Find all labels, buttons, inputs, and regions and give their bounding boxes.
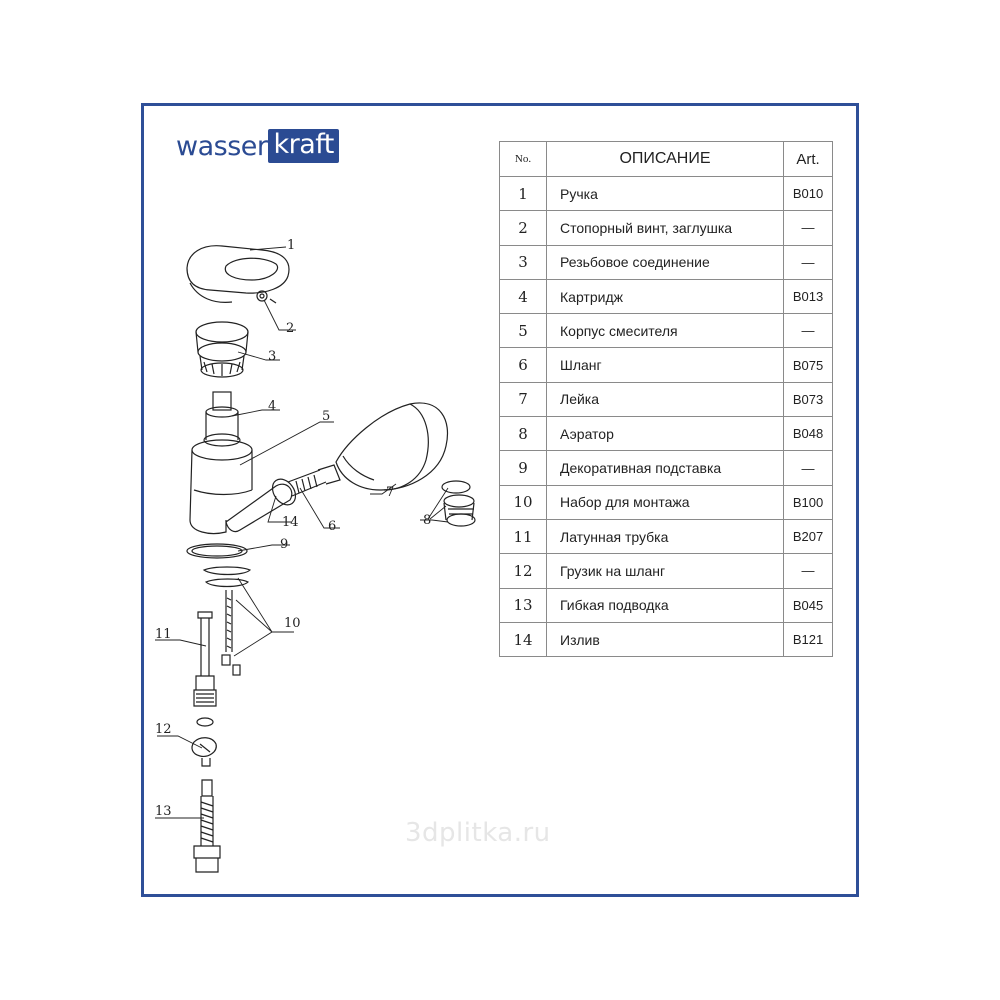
- callout-6: 6: [328, 519, 337, 534]
- cell-art: B048: [784, 417, 833, 451]
- cell-no: 14: [500, 622, 547, 656]
- table-row: [500, 177, 833, 211]
- cell-no: 5: [500, 314, 547, 348]
- callout-4: 4: [268, 399, 277, 414]
- parts-table-header: [500, 142, 833, 177]
- cell-description: Декоративная подставка: [547, 451, 784, 485]
- cell-art: B100: [784, 485, 833, 519]
- cell-art: —: [784, 245, 833, 279]
- table-row: [500, 245, 833, 279]
- part-handle: [187, 246, 289, 303]
- part-hose: [288, 465, 340, 496]
- cell-no: 8: [500, 417, 547, 451]
- cell-description: Излив: [547, 622, 784, 656]
- cell-description: Гибкая подводка: [547, 588, 784, 622]
- callout-11: 11: [155, 627, 172, 642]
- cell-no: 2: [500, 211, 547, 245]
- leader-lines: [155, 247, 448, 818]
- cell-no: 10: [500, 485, 547, 519]
- header-description: ОПИСАНИЕ: [547, 142, 784, 177]
- brand-logo-part2: kraft: [268, 129, 338, 163]
- cell-art: —: [784, 451, 833, 485]
- cell-art: B045: [784, 588, 833, 622]
- part-mounting-kit: [204, 567, 250, 675]
- cell-description: Ручка: [547, 177, 784, 211]
- cell-art: B075: [784, 348, 833, 382]
- callout-12: 12: [155, 722, 172, 737]
- callout-13: 13: [155, 804, 172, 819]
- part-aerator: [442, 481, 475, 526]
- cell-no: 3: [500, 245, 547, 279]
- table-row: [500, 554, 833, 588]
- cell-description: Латунная трубка: [547, 519, 784, 553]
- part-cartridge: [204, 392, 240, 446]
- callout-10: 10: [284, 616, 301, 631]
- part-flexible-hose: [194, 780, 220, 872]
- cell-no: 9: [500, 451, 547, 485]
- cell-no: 4: [500, 279, 547, 313]
- cell-no: 6: [500, 348, 547, 382]
- exploded-diagram: [145, 200, 505, 880]
- cell-no: 7: [500, 382, 547, 416]
- cell-description: Стопорный винт, заглушка: [547, 211, 784, 245]
- cell-art: —: [784, 314, 833, 348]
- table-row: [500, 485, 833, 519]
- cell-description: Аэратор: [547, 417, 784, 451]
- cell-description: Резьбовое соединение: [547, 245, 784, 279]
- table-row: [500, 451, 833, 485]
- cell-art: B013: [784, 279, 833, 313]
- table-row: [500, 348, 833, 382]
- cell-no: 11: [500, 519, 547, 553]
- cell-description: Картридж: [547, 279, 784, 313]
- callout-7: 7: [386, 485, 395, 500]
- cell-description: Корпус смесителя: [547, 314, 784, 348]
- part-spray-head: [336, 403, 448, 490]
- header-art: Art.: [784, 142, 833, 177]
- table-row: [500, 622, 833, 656]
- table-row: [500, 519, 833, 553]
- table-row: [500, 211, 833, 245]
- callout-3: 3: [268, 349, 277, 364]
- brand-logo-part1: wasser: [176, 130, 268, 162]
- table-row: [500, 588, 833, 622]
- brand-logo: [176, 128, 339, 164]
- part-threaded-connection: [196, 322, 248, 377]
- cell-description: Лейка: [547, 382, 784, 416]
- callout-14: 14: [282, 515, 299, 530]
- callout-1: 1: [287, 238, 296, 253]
- table-row: [500, 417, 833, 451]
- cell-no: 12: [500, 554, 547, 588]
- table-row: [500, 314, 833, 348]
- cell-art: B121: [784, 622, 833, 656]
- cell-art: —: [784, 554, 833, 588]
- table-row: [500, 279, 833, 313]
- parts-table-body: [500, 177, 833, 657]
- cell-no: 13: [500, 588, 547, 622]
- cell-no: 1: [500, 177, 547, 211]
- callout-5: 5: [322, 409, 331, 424]
- header-no: No.: [500, 142, 547, 177]
- callout-8: 8: [423, 513, 432, 528]
- cell-description: Грузик на шланг: [547, 554, 784, 588]
- part-brass-tube: [194, 612, 216, 726]
- callout-2: 2: [286, 321, 295, 336]
- cell-art: B073: [784, 382, 833, 416]
- cell-description: Шланг: [547, 348, 784, 382]
- callout-9: 9: [280, 537, 289, 552]
- cell-art: B010: [784, 177, 833, 211]
- cell-art: B207: [784, 519, 833, 553]
- cell-description: Набор для монтажа: [547, 485, 784, 519]
- cell-art: —: [784, 211, 833, 245]
- watermark: 3dplitka.ru: [405, 818, 551, 848]
- part-body: [190, 440, 252, 534]
- parts-table: [499, 141, 833, 657]
- table-row: [500, 382, 833, 416]
- part-hose-weight: [192, 738, 216, 766]
